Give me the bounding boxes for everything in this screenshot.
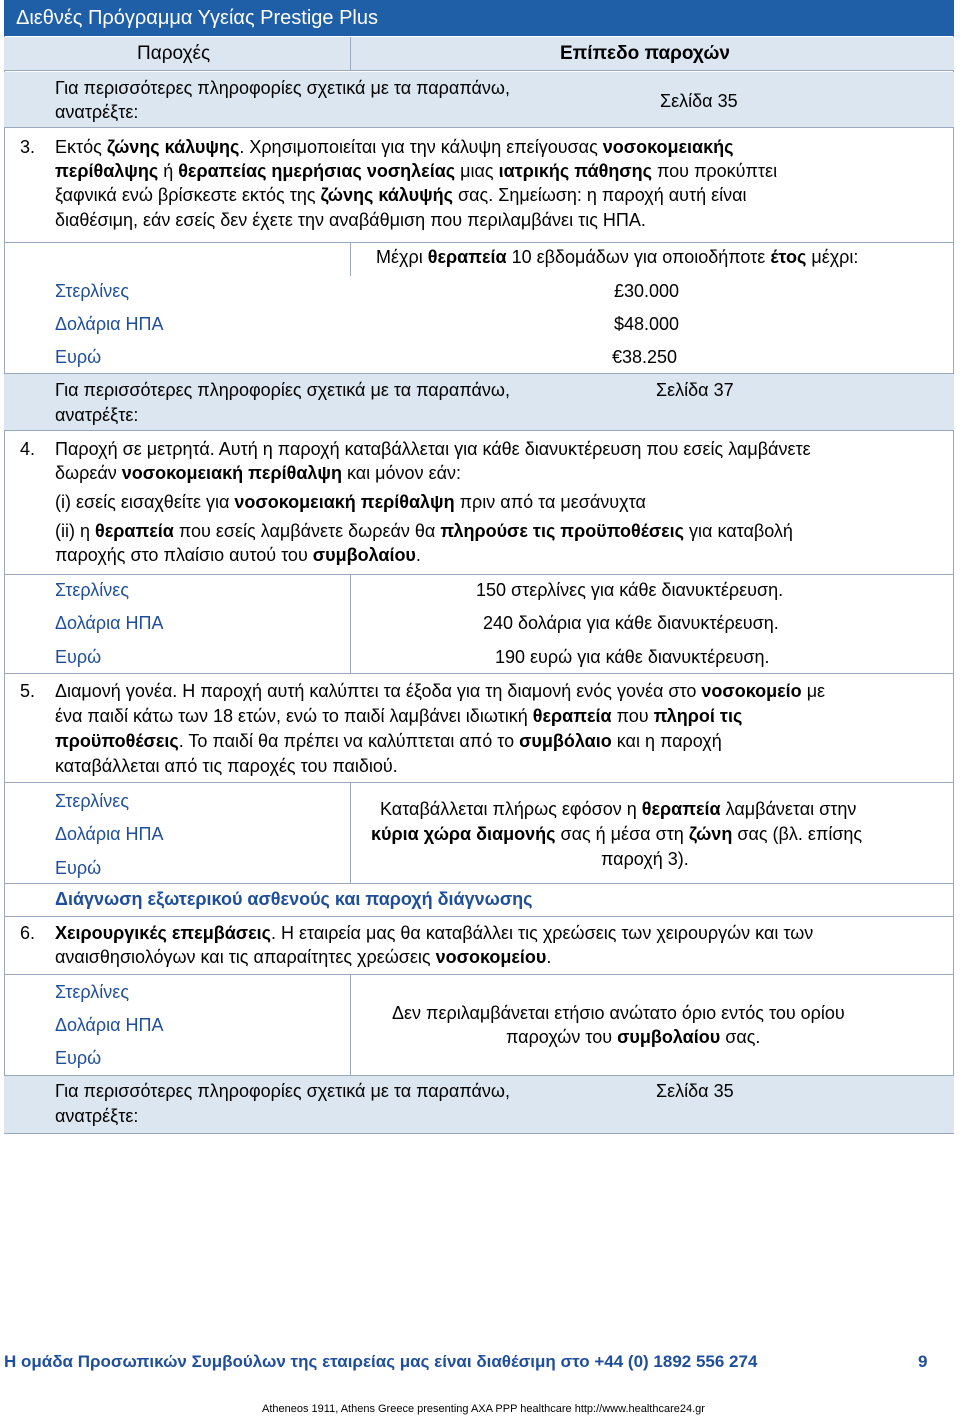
more-info-3-line2: ανατρέξτε: [55, 1106, 139, 1126]
header-benefit-level: Επίπεδο παροχών [560, 43, 730, 64]
item3-currency-usd: Δολάρια ΗΠΑ [55, 314, 164, 334]
item5-level-line2: κύρια χώρα διαμονής σας ή μέσα στη ζώνη σας (βλ. επίσης [371, 824, 863, 844]
item3-number: 3. [20, 137, 36, 157]
item5-currency-usd: Δολάρια ΗΠΑ [55, 824, 164, 844]
item4-condition-2-cont: παροχής στο πλαίσιο αυτού του συμβολαίου. [55, 545, 421, 565]
more-info-2-page-link[interactable]: Σελίδα 37 [656, 380, 734, 400]
item4-condition-1: (i) εσείς εισαχθείτε για νοσοκομειακή περίθαλψη πριν από τα μεσάνυχτα [55, 492, 646, 512]
item3-line1: Εκτός ζώνης κάλυψης. Χρησιμοποιείται για την κάλυψη επείγουσας νοσοκομειακής [55, 137, 734, 157]
item6-level-line2: παροχών του συμβολαίου σας. [506, 1027, 761, 1047]
item3-value-eur: €38.250 [612, 347, 678, 367]
item6-divider [350, 974, 351, 1076]
item6-currency-eur: Ευρώ [55, 1048, 102, 1068]
page-title: Διεθνές Πρόγραμμα Υγείας Prestige Plus [4, 0, 954, 36]
item4-value-eur: 190 ευρώ για κάθε διανυκτέρευση. [495, 647, 770, 667]
item4-currency-gbp: Στερλίνες [55, 580, 129, 600]
more-info-1-page-link[interactable]: Σελίδα 35 [660, 91, 738, 111]
more-info-1-line2: ανατρέξτε: [55, 102, 139, 122]
item3-currency-gbp: Στερλίνες [55, 281, 129, 301]
item6-currency-gbp: Στερλίνες [55, 982, 129, 1002]
header-divider [350, 37, 351, 71]
item5-number: 5. [20, 681, 36, 701]
item3-value-usd: $48.000 [614, 314, 680, 334]
item6-line1: Χειρουργικές επεμβάσεις. Η εταιρεία μας θα καταβάλλει τις χρεώσεις των χειρουργών και των [55, 923, 814, 943]
item3-line2: περίθαλψης ή θεραπείας ημερήσιας νοσηλείας μιας ιατρικής πάθησης που προκύπτει [55, 161, 778, 181]
item6-currency-usd: Δολάρια ΗΠΑ [55, 1015, 164, 1035]
item4-value-usd: 240 δολάρια για κάθε διανυκτέρευση. [483, 613, 779, 633]
item4-currency-usd: Δολάρια ΗΠΑ [55, 613, 164, 633]
item3-limit-divider [350, 242, 351, 276]
item5-level-line1: Καταβάλλεται πλήρως εφόσον η θεραπεία λαμβάνεται στην [380, 799, 857, 819]
item3-value-gbp: £30.000 [614, 281, 680, 301]
item4-condition-2: (ii) η θεραπεία που εσείς λαμβάνετε δωρεάν θα πληρούσε τις προϋποθέσεις για καταβολή [55, 521, 793, 541]
footer-credit: Atheneos 1911, Athens Greece presenting AXA PPP healthcare http://www.healthcare24.gr [262, 1403, 705, 1415]
section-heading-outpatient: Διάγνωση εξωτερικού ασθενούς και παροχή διάγνωσης [55, 889, 533, 909]
item5-currency-gbp: Στερλίνες [55, 791, 129, 811]
item4-line1: Παροχή σε μετρητά. Αυτή η παροχή καταβάλλεται για κάθε διανυκτέρευση που εσείς λαμβάνετε [55, 439, 811, 459]
more-info-1-line1: Για περισσότερες πληροφορίες σχετικά με τα παραπάνω, [55, 78, 510, 98]
item5-level-line3: παροχή 3). [601, 849, 689, 869]
item5-line1: Διαμονή γονέα. Η παροχή αυτή καλύπτει τα έξοδα για τη διαμονή ενός γονέα στο νοσοκομείο με [55, 681, 826, 701]
item3-currency-eur: Ευρώ [55, 347, 102, 367]
item6-line2: αναισθησιολόγων και τις απαραίτητες χρεώσεις νοσοκομείου. [55, 947, 552, 967]
item5-line3: προϋποθέσεις. Το παιδί θα πρέπει να καλύπτεται από το συμβόλαιο και η παροχή [55, 731, 722, 751]
item5-currency-eur: Ευρώ [55, 858, 102, 878]
item5-line4: καταβάλλεται από τις παροχές του παιδιού. [55, 756, 398, 776]
header-benefits: Παροχές [137, 43, 211, 64]
item6-level-line1: Δεν περιλαμβάνεται ετήσιο ανώτατο όριο εντός του ορίου [392, 1003, 845, 1023]
item3-line3: ξαφνικά ενώ βρίσκεστε εκτός της ζώνης κάλυψής σας. Σημείωση: η παροχή αυτή είναι [55, 185, 747, 205]
item5-divider [350, 782, 351, 884]
item4-divider [350, 574, 351, 674]
item4-number: 4. [20, 439, 36, 459]
footer-contact: Η ομάδα Προσωπικών Συμβούλων της εταιρείας μας είναι διαθέσιμη στο +44 (0) 1892 556 274 [4, 1352, 758, 1371]
footer-page-number: 9 [918, 1352, 928, 1371]
more-info-2-line1: Για περισσότερες πληροφορίες σχετικά με τα παραπάνω, [55, 380, 510, 400]
item3-limit-text: Μέχρι θεραπεία 10 εβδομάδων για οποιοδήποτε έτος μέχρι: [376, 247, 859, 267]
item4-line2: δωρεάν νοσοκομειακή περίθαλψη και μόνον εάν: [55, 463, 461, 483]
item4-value-gbp: 150 στερλίνες για κάθε διανυκτέρευση. [476, 580, 784, 600]
more-info-3-line1: Για περισσότερες πληροφορίες σχετικά με τα παραπάνω, [55, 1081, 510, 1101]
more-info-3-page-link[interactable]: Σελίδα 35 [656, 1081, 734, 1101]
item4-currency-eur: Ευρώ [55, 647, 102, 667]
item6-number: 6. [20, 923, 36, 943]
more-info-2-line2: ανατρέξτε: [55, 405, 139, 425]
item3-line4: διαθέσιμη, εάν εσείς δεν έχετε την αναβάθμιση που περιλαμβάνει τις ΗΠΑ. [55, 210, 646, 230]
item5-line2: ένα παιδί κάτω των 18 ετών, ενώ το παιδί λαμβάνει ιδιωτική θεραπεία που πληροί τις [55, 706, 743, 726]
